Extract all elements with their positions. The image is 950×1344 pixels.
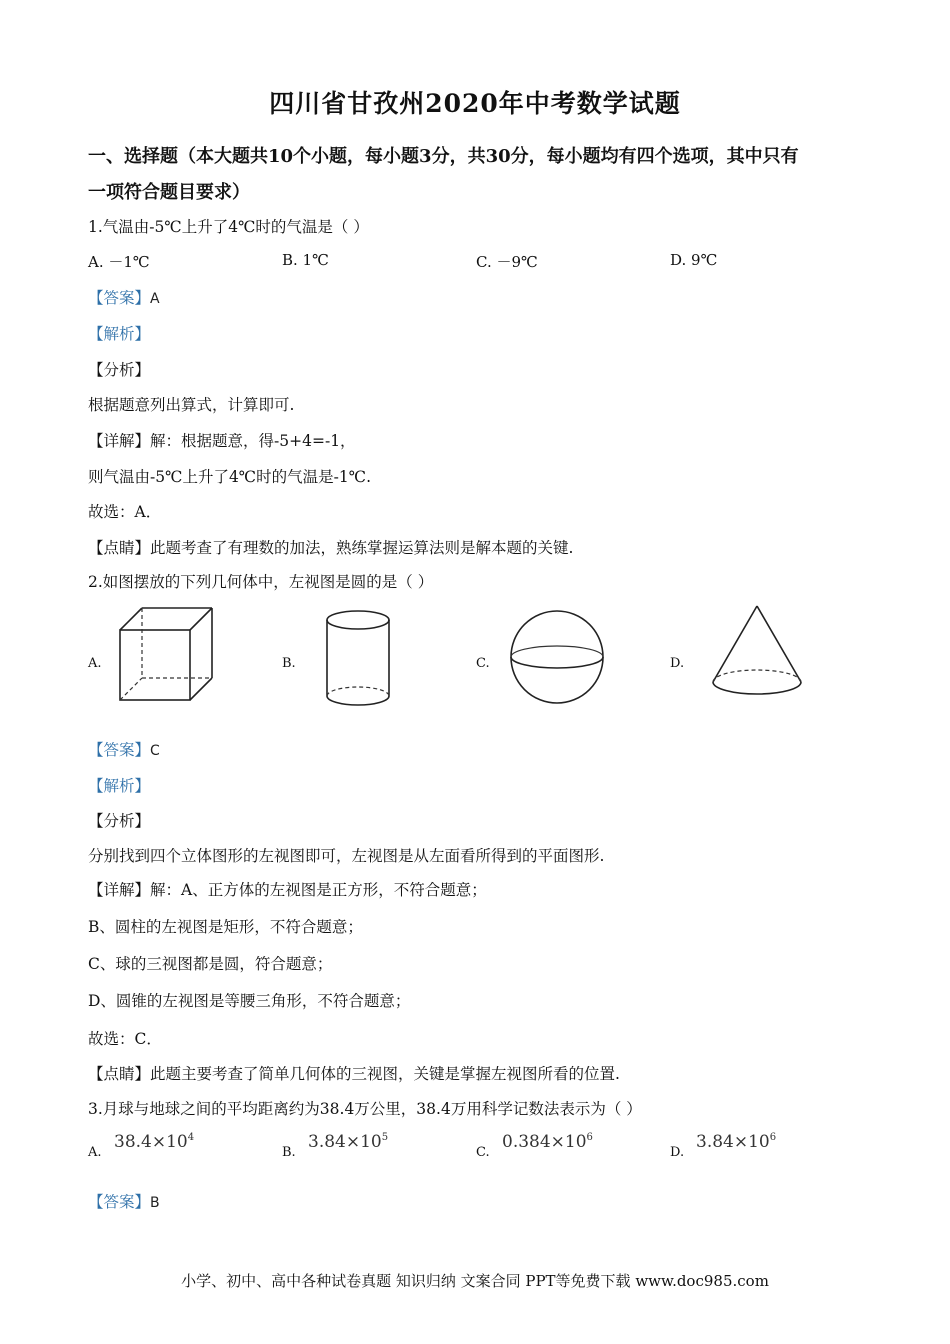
q3-option-a (114, 1132, 194, 1152)
q2-label-c: C. (476, 656, 490, 671)
q1-option-c: C. －9℃ (476, 253, 538, 271)
expr-exponent: 5 (381, 1132, 389, 1143)
q1-jiexi-tag: 【解析】 (88, 325, 151, 343)
answer-tag: 【答案】 (88, 1193, 151, 1211)
cylinder-figure (323, 608, 393, 710)
q3-label-c: C. (476, 1145, 490, 1160)
q2-line-b: B、圆柱的左视图是矩形，不符合题意； (88, 918, 363, 936)
q2-line-d: D、圆锥的左视图是等腰三角形，不符合题意； (88, 992, 411, 1010)
answer-value: C (150, 743, 160, 759)
q3-answer (88, 1190, 160, 1212)
expr-base: 3.84×10 (696, 1132, 770, 1152)
q1-option-a: A. －1℃ (88, 253, 150, 271)
q1-dianjing (88, 536, 573, 558)
sphere-figure (508, 608, 606, 706)
q2-label-d: D. (670, 656, 685, 671)
q1-option-d: D. 9℃ (670, 251, 718, 269)
xiangjie-text: 解：A、正方体的左视图是正方形，不符合题意； (150, 881, 487, 899)
dianjing-tag: 【点睛】 (88, 1065, 151, 1083)
xiangjie-text: 解：根据题意，得-5+4=-1， (150, 432, 356, 450)
xiangjie-tag: 【详解】 (88, 432, 151, 450)
q2-choose: 故选：C． (88, 1030, 162, 1048)
dianjing-text: 此题考查了有理数的加法，熟练掌握运算法则是解本题的关键. (150, 539, 574, 557)
q1-fenxi-tag: 【分析】 (88, 361, 151, 379)
q2-line-c: C、球的三视图都是圆，符合题意； (88, 955, 333, 973)
q1-stem: 1.气温由-5℃上升了4℃时的气温是（ ） (88, 218, 369, 236)
section-heading-line1: 一、选择题（本大题共10个小题，每小题3分，共30分，每小题均有四个选项，其中只有 (88, 146, 799, 167)
q3-option-d (696, 1132, 776, 1152)
q1-line2: 则气温由-5℃上升了4℃时的气温是-1℃. (88, 468, 372, 486)
q3-option-b (308, 1132, 388, 1152)
cone-figure (710, 604, 804, 698)
q3-label-a: A. (88, 1145, 102, 1160)
answer-tag: 【答案】 (88, 741, 151, 759)
expr-exponent: 4 (187, 1132, 195, 1143)
page-title: 四川省甘孜州2020年中考数学试题 (269, 89, 681, 118)
q2-label-a: A. (88, 656, 102, 671)
q3-label-b: B. (282, 1145, 296, 1160)
q2-answer (88, 738, 160, 760)
q3-label-d: D. (670, 1145, 685, 1160)
q1-fenxi: 根据题意列出算式，计算即可. (88, 396, 295, 414)
q2-xiangjie (88, 878, 487, 900)
dianjing-text: 此题主要考查了简单几何体的三视图，关键是掌握左视图所看的位置. (150, 1065, 620, 1083)
section-heading-line2: 一项符合题目要求） (88, 182, 250, 203)
cube-figure (118, 606, 214, 702)
dianjing-tag: 【点睛】 (88, 539, 151, 557)
expr-base: 0.384×10 (502, 1132, 587, 1152)
q1-answer (88, 286, 160, 308)
q2-dianjing (88, 1062, 620, 1084)
q1-xiangjie (88, 429, 356, 451)
expr-exponent: 6 (586, 1132, 593, 1143)
page-footer: 小学、初中、高中各种试卷真题 知识归纳 文案合同 PPT等免费下载 www.doc985.com (181, 1272, 769, 1290)
q1-option-b: B. 1℃ (282, 251, 329, 269)
q2-stem: 2.如图摆放的下列几何体中，左视图是圆的是（ ） (88, 573, 434, 591)
q3-option-c (502, 1132, 593, 1152)
expr-base: 3.84×10 (308, 1132, 382, 1152)
q1-choose: 故选：A． (88, 503, 162, 521)
q2-label-b: B. (282, 656, 296, 671)
expr-base: 38.4×10 (114, 1132, 188, 1152)
q3-stem: 3.月球与地球之间的平均距离约为38.4万公里，38.4万用科学记数法表示为（ ） (88, 1100, 642, 1118)
answer-tag: 【答案】 (88, 289, 151, 307)
expr-exponent: 6 (769, 1132, 777, 1143)
answer-value: A (150, 291, 160, 307)
answer-value: B (150, 1195, 160, 1211)
xiangjie-tag: 【详解】 (88, 881, 151, 899)
q2-fenxi-tag: 【分析】 (88, 812, 151, 830)
q2-fenxi: 分别找到四个立体图形的左视图即可，左视图是从左面看所得到的平面图形. (88, 847, 605, 865)
q2-jiexi-tag: 【解析】 (88, 777, 151, 795)
